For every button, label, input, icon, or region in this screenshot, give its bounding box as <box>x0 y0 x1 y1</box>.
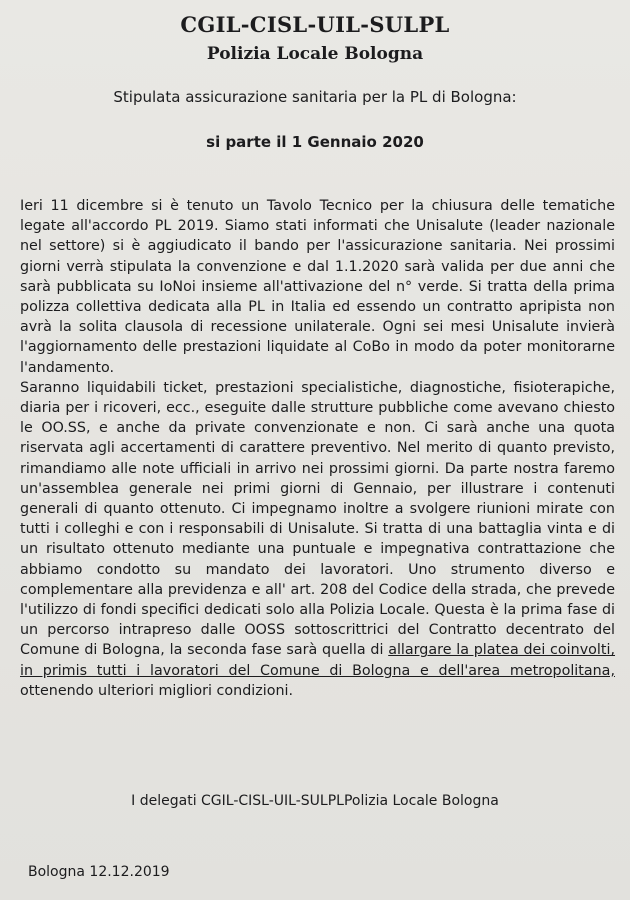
organization-subtitle: Polizia Locale Bologna <box>206 44 424 64</box>
body-paragraph-1: Ieri 11 dicembre si è tenuto un Tavolo Tecnico per la chiusura delle tematiche legate all'accordo PL 2019. Siamo stati informati che Unisalute (leader nazionale nel settore) si è aggiudicato il bando per l'assicurazione sanitaria. Nei prossimi giorni verrà stipulata la convenzione e dal 1.1.2020 sarà valida per due anni che sarà pubblicata su IoNoi insieme all'attivazione del n° verde. Si tratta della prima polizza collettiva dedicata alla PL in Italia ed essendo un contratto apripista non avrà la solita clausola di recessione unilaterale. Ogni sei mesi Unisalute invierà l'aggiornamento delle prestazioni liquidate al CoBo in modo da poter monitorarne l'andamento. <box>20 198 615 376</box>
paragraph-2-text: Saranno liquidabili ticket, prestazioni specialistiche, diagnostiche, fisioterapiche, diaria per i ricoveri, ecc., eseguite dalle strutture pubbliche come avevano chiesto le OO.SS, e anche da private convenzionate e non. Ci sarà anche una quota riservata agli accertamenti di carattere preventivo. Nel merito di quanto previsto, rimandiamo alle note ufficiali in arrivo nei prossimi giorni. Da parte nostra faremo un'assemblea generale nei primi giorni di Gennaio, per illustrare i contenuti generali di quanto ottenuto. Ci impegnamo inoltre a svolgere riunioni mirate con tutti i colleghi e con i responsabili di Unisalute. Si tratta di una battaglia vinta e di un risultato ottenuto mediante una puntuale e impegnativa contrattazione che abbiamo condotto su mandato dei lavoratori. Uno strumento diverso e complementare alla previdenza e all' art. 208 del Codice della strada, che prevede l'utilizzo di fondi specifici dedicati solo alla Polizia Locale. Questa è la prima fase di un percorso intrapreso dalle OOSS sottoscrittrici del Contratto decentrato del Comune di Bologna, la seconda fase sarà quella di <box>20 379 615 659</box>
signature-line: I delegati CGIL-CISL-UIL-SULPLPolizia Locale Bologna <box>131 793 499 809</box>
start-date-heading: si parte il 1 Gennaio 2020 <box>206 133 424 151</box>
organization-title: CGIL-CISL-UIL-SULPL <box>180 12 450 37</box>
document-subject: Stipulata assicurazione sanitaria per la PL di Bologna: <box>113 88 517 106</box>
place-date: Bologna 12.12.2019 <box>28 864 170 880</box>
document-body <box>20 196 615 701</box>
body-paragraph-2 <box>20 378 615 701</box>
paragraph-2-closing: ottenendo ulteriori migliori condizioni. <box>20 682 294 699</box>
underlined-text: allargare la platea dei coinvolti, in primis tutti i lavoratori del Comune di Bologna e dell'area metropolitana, <box>20 642 616 679</box>
